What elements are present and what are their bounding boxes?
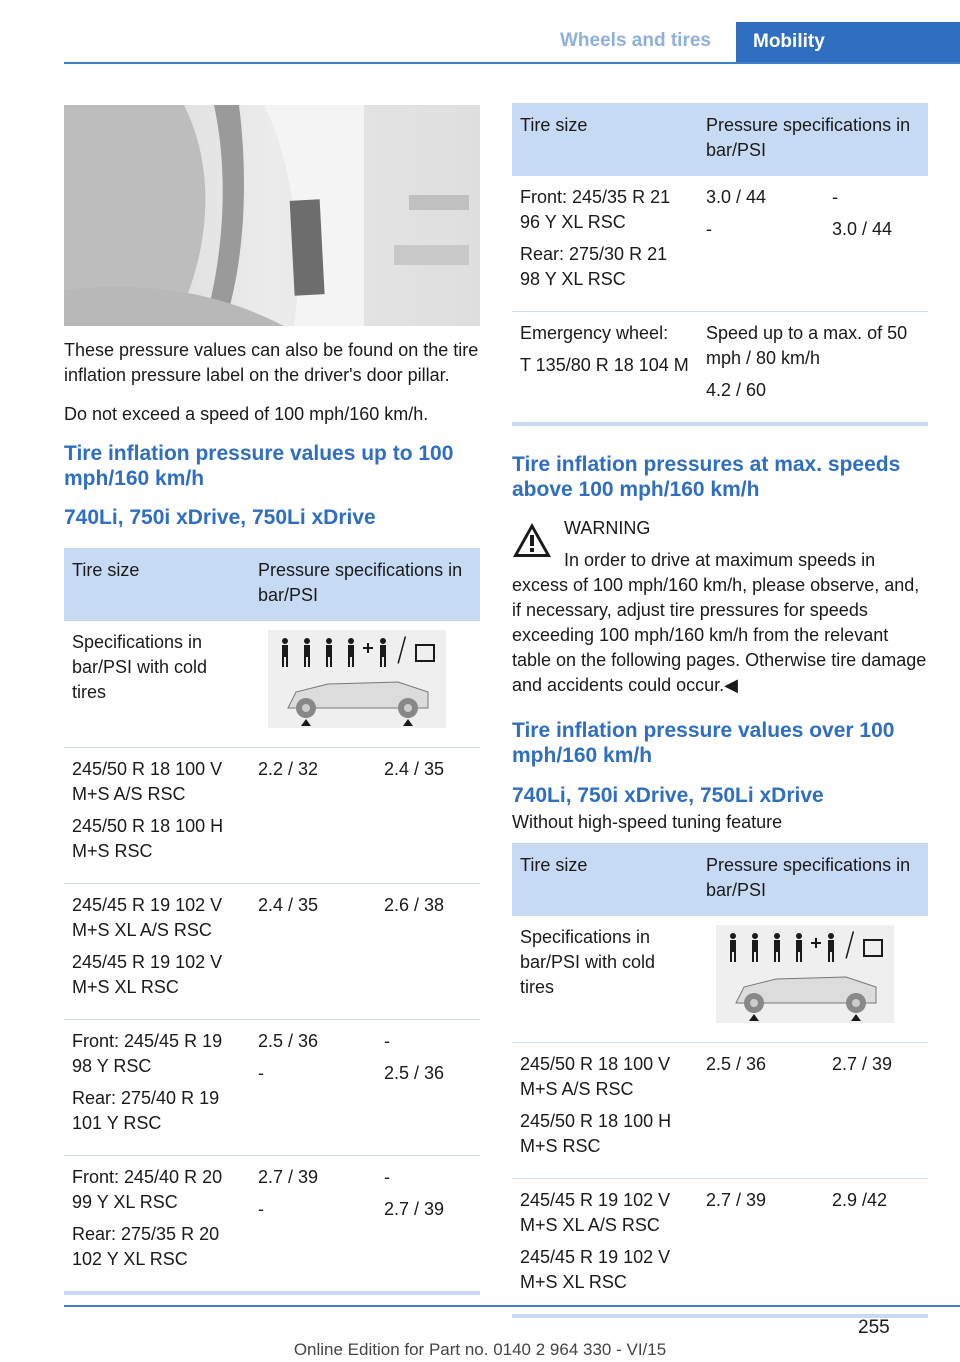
- cell-text: 2.7 / 39: [832, 1054, 893, 1074]
- table-cell: [512, 312, 698, 425]
- header-tab-mobility[interactable]: Mobility: [736, 22, 960, 62]
- cell-text: 245/45 R 19 102 V M+S XL A/S RSC: [72, 895, 223, 940]
- speed-note: Do not exceed a speed of 100 mph/160 km/h.: [64, 404, 429, 424]
- table-cell: [64, 1156, 250, 1294]
- load-pictogram: [716, 925, 894, 1023]
- table-cell: [824, 1179, 928, 1317]
- col-pressure-specs: Pressure specifications in bar/PSI: [698, 843, 928, 916]
- cell-text: 2.4 / 35: [258, 895, 319, 915]
- cell-text: 245/50 R 18 100 V M+S A/S RSC: [520, 1054, 671, 1099]
- col-tire-size: Tire size: [512, 103, 698, 176]
- cell-text: 245/45 R 19 102 V M+S XL A/S RSC: [520, 1190, 671, 1235]
- table-row: [512, 176, 928, 312]
- table-cell: [698, 312, 928, 425]
- cell-text: T 135/80 R 18 104 M: [520, 355, 689, 375]
- subnote: Without high-speed tuning feature: [512, 812, 783, 832]
- left-column: [64, 105, 480, 1295]
- cell-text: Front: 245/35 R 21 96 Y XL RSC: [520, 187, 671, 232]
- cell-text: Front: 245/45 R 19 98 Y RSC: [72, 1031, 223, 1076]
- cell-text: 2.7 / 39: [258, 1167, 319, 1187]
- spec-label: Specifications in bar/PSI with cold tires: [512, 916, 698, 1043]
- table-cell: [698, 916, 928, 1043]
- cell-text: 2.5 / 36: [258, 1031, 319, 1051]
- load-pictogram: [268, 630, 446, 728]
- cell-text: 245/50 R 18 100 H M+S RSC: [520, 1111, 672, 1156]
- cell-text: Speed up to a max. of 50 mph / 80 km/h: [706, 323, 908, 368]
- door-pillar-photo: [64, 105, 480, 326]
- cell-text: 2.5 / 36: [706, 1054, 767, 1074]
- warning-text: In order to drive at maximum speeds in excess of 100 mph/160 km/h, please observe, and, if necessary, adjust tire pressures for speeds exceeding 100 mph/160 km/h from the relevant table on the following pages. Otherwise tire damage and accidents could occur.◀: [512, 550, 927, 695]
- table-row: [512, 1179, 928, 1317]
- table-row: [64, 748, 480, 884]
- cell-text: 245/50 R 18 100 H M+S RSC: [72, 816, 224, 861]
- heading-max-speeds: Tire inflation pressures at max. speeds above 100 mph/160 km/h: [512, 453, 901, 501]
- cell-text: -: [258, 1199, 264, 1219]
- table-cell: [376, 884, 480, 1020]
- right-column: [512, 103, 928, 1318]
- cell-text: 245/50 R 18 100 V M+S A/S RSC: [72, 759, 223, 804]
- cell-text: Emergency wheel:: [520, 323, 669, 343]
- cell-text: 2.6 / 38: [384, 895, 445, 915]
- footer-rule: [64, 1305, 960, 1307]
- intro-paragraph: These pressure values can also be found on the tire inflation pressure label on the driver's door pillar.: [64, 340, 479, 385]
- heading-over-100: Tire inflation pressure values over 100 mph/160 km/h: [512, 719, 895, 767]
- heading-up-to-100: Tire inflation pressure values up to 100 mph/160 km/h: [64, 442, 454, 490]
- table-cell: [250, 621, 480, 748]
- cell-text: 2.2 / 32: [258, 759, 319, 779]
- col-pressure-specs: Pressure specifications in bar/PSI: [250, 548, 480, 621]
- cell-text: 2.5 / 36: [384, 1063, 445, 1083]
- cell-text: 3.0 / 44: [706, 187, 767, 207]
- cell-text: 2.9 /42: [832, 1190, 888, 1210]
- table-cell: [698, 1043, 824, 1179]
- cell-text: 2.7 / 39: [706, 1190, 767, 1210]
- table-cell: [250, 748, 376, 884]
- table-cell: [250, 884, 376, 1020]
- col-tire-size: Tire size: [64, 548, 250, 621]
- col-pressure-specs: Pressure specifications in bar/PSI: [698, 103, 928, 176]
- table-cell: [64, 748, 250, 884]
- spec-label: Specifications in bar/PSI with cold tires: [64, 621, 250, 748]
- table-cell: [824, 176, 928, 312]
- cell-text: Rear: 275/40 R 19 101 Y RSC: [72, 1088, 220, 1133]
- table-row: [64, 1156, 480, 1294]
- cell-text: 3.0 / 44: [832, 219, 893, 239]
- table-cell: [512, 1043, 698, 1179]
- cell-text: -: [384, 1031, 390, 1051]
- table-cell: [64, 884, 250, 1020]
- warning-triangle-icon: [512, 522, 552, 558]
- col-tire-size: Tire size: [512, 843, 698, 916]
- table-row: [64, 1020, 480, 1156]
- table-cell: [376, 748, 480, 884]
- cell-text: 2.4 / 35: [384, 759, 445, 779]
- cell-text: 245/45 R 19 102 V M+S XL RSC: [520, 1247, 671, 1292]
- cell-text: -: [832, 187, 838, 207]
- table-cell: [698, 1179, 824, 1317]
- cell-text: -: [706, 219, 712, 239]
- table-cell: [250, 1020, 376, 1156]
- table-row: [64, 884, 480, 1020]
- header-section-title: Wheels and tires: [560, 30, 711, 51]
- table-cell: [250, 1156, 376, 1294]
- model-heading-2: 740Li, 750i xDrive, 750Li xDrive: [512, 784, 824, 807]
- header-rule: [64, 62, 960, 64]
- cell-text: 245/45 R 19 102 V M+S XL RSC: [72, 952, 223, 997]
- cell-text: Rear: 275/35 R 20 102 Y XL RSC: [72, 1224, 220, 1269]
- cell-text: Rear: 275/30 R 21 98 Y XL RSC: [520, 244, 668, 289]
- table-cell: [512, 176, 698, 312]
- pressure-table-up-to-100: [64, 548, 480, 1295]
- cell-text: -: [258, 1063, 264, 1083]
- model-heading: 740Li, 750i xDrive, 750Li xDrive: [64, 506, 376, 529]
- cell-text: -: [384, 1167, 390, 1187]
- page-number: 255: [858, 1317, 890, 1338]
- pressure-table-21-inch: [512, 103, 928, 426]
- table-cell: [512, 1179, 698, 1317]
- pressure-table-over-100: [512, 843, 928, 1318]
- table-cell: [64, 1020, 250, 1156]
- warning-title: WARNING: [564, 518, 651, 538]
- cell-text: Front: 245/40 R 20 99 Y XL RSC: [72, 1167, 223, 1212]
- warning-box: [512, 516, 928, 698]
- edition-footer: Online Edition for Part no. 0140 2 964 330 - VI/15: [293, 1340, 667, 1359]
- cell-text: 4.2 / 60: [706, 380, 767, 400]
- table-cell: [376, 1156, 480, 1294]
- cell-text: 2.7 / 39: [384, 1199, 445, 1219]
- table-row: [512, 312, 928, 425]
- table-row: [512, 1043, 928, 1179]
- table-cell: [698, 176, 824, 312]
- table-cell: [376, 1020, 480, 1156]
- table-cell: [824, 1043, 928, 1179]
